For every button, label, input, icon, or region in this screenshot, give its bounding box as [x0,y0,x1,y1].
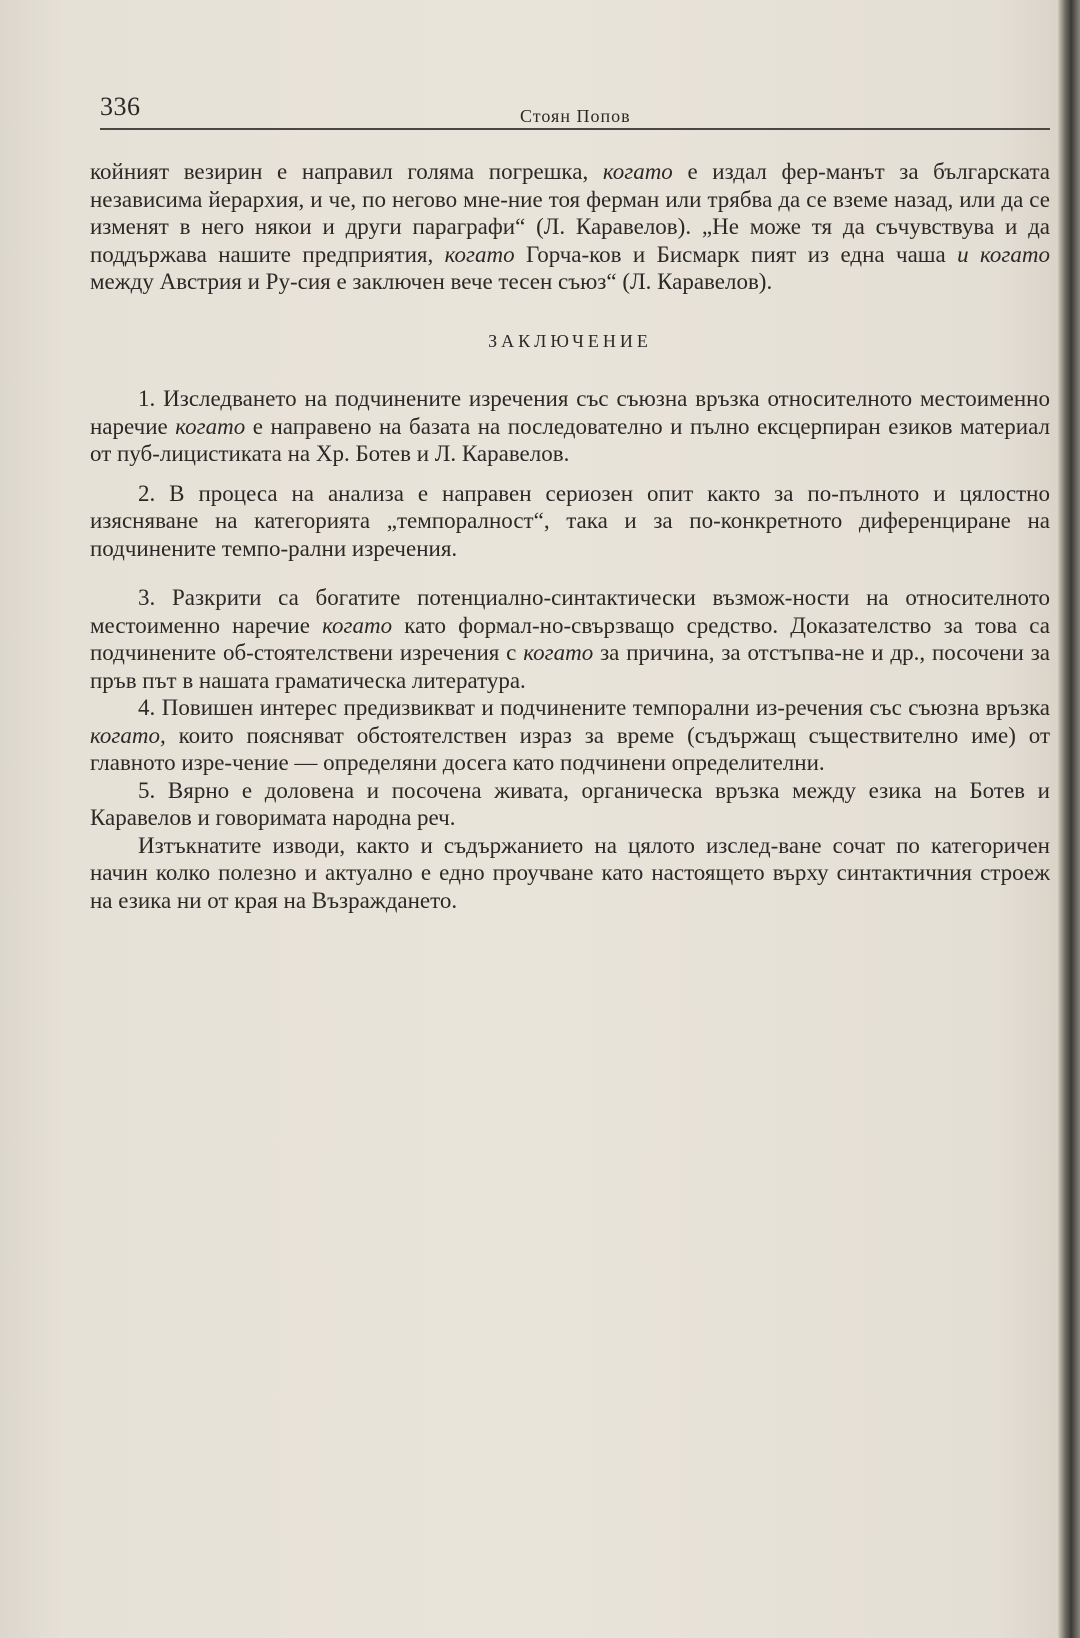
text-run: е направено на базата на последователно и пълно ексцерпиран езиков материал от пуб-лицистиката на Хр. Ботев и Л. Каравелов. [90,413,1050,466]
italic-term: когато [523,640,594,665]
page-header [100,88,1050,138]
final-paragraph: Изтъкнатите изводи, както и съдържанието на цялото изслед-ване сочат по категоричен начин колко полезно и актуално е едно проучване като настоящето върху синтактичния строеж на езика ни от края на Възраждането. [90,832,1050,913]
page-body [90,158,1050,914]
text-run: Горча-ков и Бисмарк пият из една чаша [514,241,958,267]
conclusion-point-4 [90,694,1050,777]
continuation-paragraph [90,158,1050,296]
italic-term: и когато [957,241,1050,267]
text-run: е издал фер-манът за българската независима йерархия, и че, по негово мне-ние тоя ферман или трябва да се вземе назад, или да се изменят в него някои и други параграфи“ (Л. Каравелов). „Не може тя да съчувствува и да поддържава нашите предприятия, [90,159,1051,267]
text-run: които поясняват обстоятелствен израз за време (съдържащ съществително име) от главното изре-чение — определяни досега като подчинени определителни. [90,722,1050,775]
text-run: между Австрия и Ру-сия е заключен вече тесен съюз“ (Л. Каравелов). [90,269,773,294]
text-run: 1. Изследването на подчинените изречения със съюзна връзка относителното местоименно наречие [90,386,1050,439]
conclusion-point-3 [90,584,1050,694]
text-run: койният везирин е направил голяма погрешка, [90,159,603,184]
page-number: 336 [100,92,141,121]
page-edge-shadow [1058,0,1080,1638]
italic-term: когато [175,413,246,439]
header-rule [100,128,1050,130]
text-run: за причина, за отстъпва-не и др., посочени за пръв път в нашата граматическа литература. [90,640,1050,693]
italic-term: когато [322,612,393,638]
conclusion-point-2: 2. В процеса на анализа е направен сериозен опит както за по-пълното и цялостно изясняване на категорията „темпоралност“, така и за по-конкретното диференциране на подчинените темпо-рални изречения. [90,480,1050,561]
text-run: 4. Повишен интерес предизвикват и подчинените темпорални из-речения със съюзна връзка [138,695,1050,720]
section-heading: ЗАКЛЮЧЕНИЕ [488,330,652,351]
text-run: 3. Разкрити са богатите потенциално-синтактически възмож-ности на относителното местоименно наречие [90,585,1050,638]
running-title: Стоян Попов [520,106,631,126]
italic-term: когато, [90,722,166,748]
text-run: като формал-но-свързващо средство. Доказателство за това са подчинените об-стоятелствени изречения с [90,612,1051,665]
conclusion-point-5: 5. Вярно е доловена и посочена живата, органическа връзка между езика на Ботев и Каравелов и говоримата народна реч. [90,777,1050,830]
italic-term: когато [602,159,673,184]
conclusion-point-1 [90,385,1050,468]
italic-term: когато [444,241,515,267]
